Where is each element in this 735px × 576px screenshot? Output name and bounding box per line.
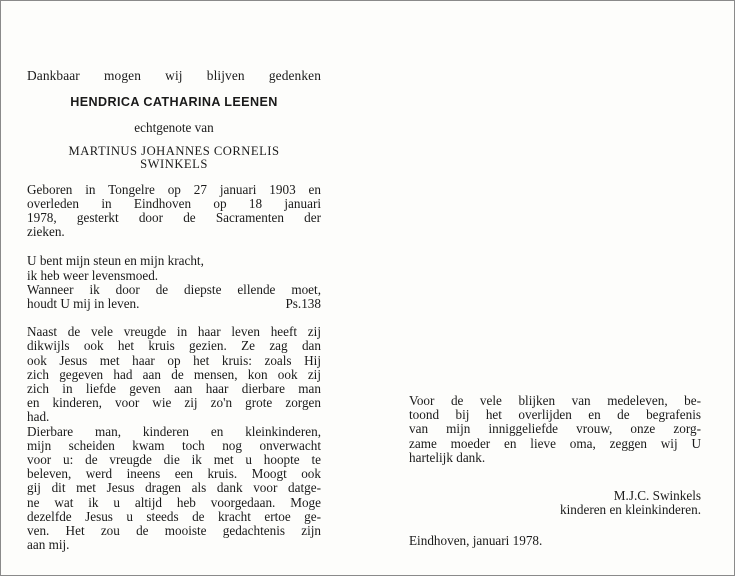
text-line: had. <box>27 409 50 425</box>
psalm-line: Wanneer ik door de diepste ellende moet, <box>27 281 321 297</box>
text-line: dezelfde Jesus u steeds de kracht ertoe ge- <box>27 508 321 524</box>
text-line: aan mij. <box>27 537 70 553</box>
signature-name: M.J.C. Swinkels <box>613 488 701 504</box>
text-line: zich in liefde geven aan haar dierbare man <box>27 381 321 397</box>
text-line: ook Jesus met haar op het kruis: zoals Hij <box>27 352 321 368</box>
text-line: toond bij het overlijden en de begrafenis <box>409 407 701 423</box>
psalm-last-line <box>27 297 321 311</box>
spouse-name-line: MARTINUS JOHANNES CORNELIS <box>68 143 280 158</box>
psalm-reference: Ps.138 <box>285 296 321 312</box>
birth-death-paragraph <box>27 183 321 240</box>
spouse-name-line: SWINKELS <box>140 156 208 171</box>
spouse-intro: echtgenote van <box>134 120 214 136</box>
text-line: mijn scheiden kwam toch nog onverwacht <box>27 437 321 453</box>
spouse-name <box>27 145 321 171</box>
signature <box>409 489 701 517</box>
psalm-line: U bent mijn steun en mijn kracht, <box>27 253 204 269</box>
text-line: voor u: de vreugde die ik met u hoopte te <box>27 452 321 468</box>
signature-family: kinderen en kleinkinderen. <box>560 502 701 518</box>
text-line: van mijn inniggeliefde vrouw, onze zorg- <box>409 421 701 437</box>
text-line: zich gegeven had aan de mensen, kon ook zij <box>27 366 321 382</box>
text-line: zame moeder en lieve oma, zeggen wij U <box>409 435 701 451</box>
text-line: 1978, gesterkt door de Sacramenten der <box>27 210 321 226</box>
text-line: dikwijls ook het kruis gezien. Ze zag dan <box>27 338 321 354</box>
text-line: beleven, werd ineens een kruis. Moogt ook <box>27 466 321 482</box>
text-line: Geboren in Tongelre op 27 januari 1903 en <box>27 181 321 197</box>
psalm-quote <box>27 254 321 311</box>
text-line: hartelijk dank. <box>409 449 486 465</box>
text-line: Voor de vele blijken van medeleven, be- <box>409 393 701 408</box>
text-line: Dierbare man, kinderen en kleinkinderen, <box>27 423 321 439</box>
psalm-line: houdt U mij in leven. <box>27 296 140 312</box>
text-line: Naast de vele vreugde in haar leven heeft zij <box>27 324 321 340</box>
psalm-line: ik heb weer levensmoed. <box>27 267 159 283</box>
thanks-paragraph <box>409 394 701 465</box>
text-line: ne wat ik u altijd heb voorgedaan. Moge <box>27 494 321 510</box>
place-date: Eindhoven, januari 1978. <box>409 533 543 549</box>
text-line: en kinderen, voor wie zij zo'n grote zorgen <box>27 395 321 411</box>
text-line: gij dit met Jesus dragen als dank voor datge- <box>27 480 321 496</box>
text-line: overleden in Eindhoven op 18 januari <box>27 195 321 211</box>
text-line: zieken. <box>27 224 65 240</box>
reflection-paragraph <box>27 325 321 552</box>
right-column <box>409 394 701 549</box>
deceased-name: HENDRICA CATHARINA LEENEN <box>70 95 278 110</box>
text-line: ven. Het zou de mooiste gedachtenis zijn <box>27 523 321 539</box>
left-column <box>27 69 321 552</box>
memorial-heading: Dankbaar mogen wij blijven gedenken <box>27 68 321 83</box>
